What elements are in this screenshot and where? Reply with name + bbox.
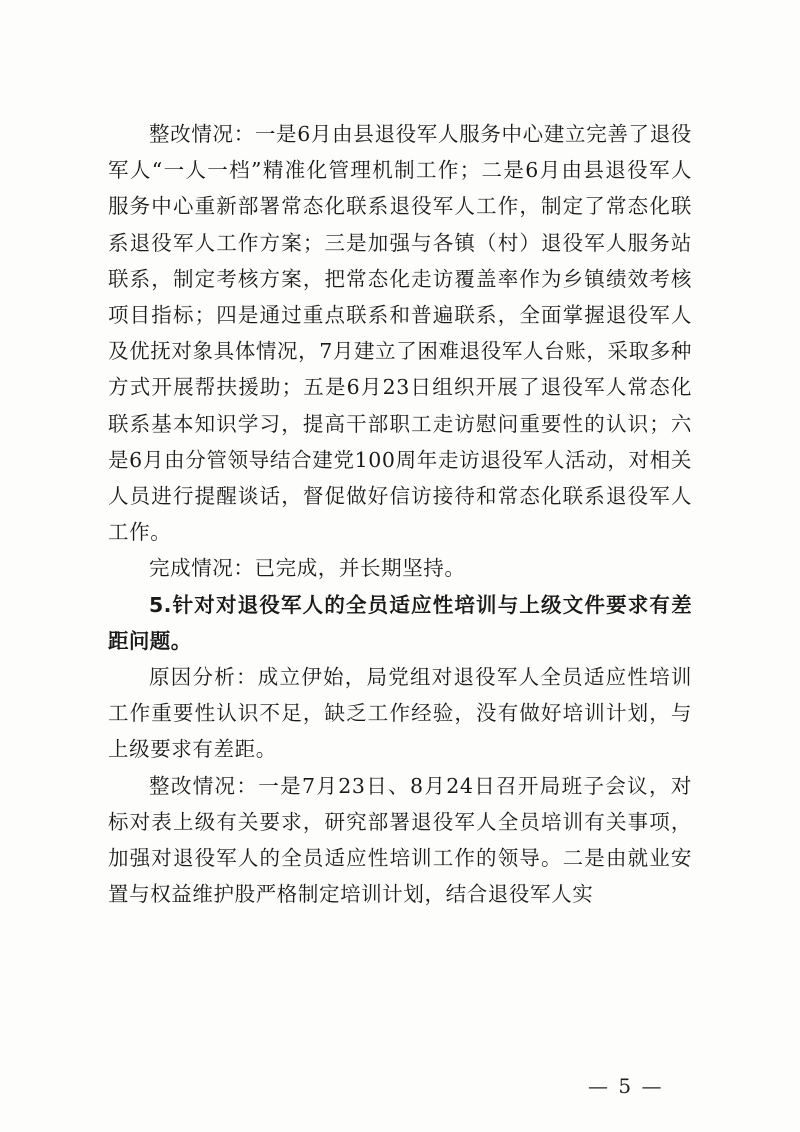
completion-status-paragraph: 完成情况：已完成，并长期坚持。 xyxy=(149,556,466,581)
page-number: — 5 — xyxy=(588,1074,664,1098)
cause-analysis-paragraph: 原因分析：成立伊始，局党组对退役军人全员适应性培训工作重要性认识不足，缺乏工作经验，没有做好培训计划，与上级要求有差距。 xyxy=(108,665,692,762)
document-body xyxy=(108,116,692,912)
rectification-status-paragraph: 整改情况：一是6月由县退役军人服务中心建立完善了退役军人“一人一档”精准化管理机制工作；二是6月由县退役军人服务中心重新部署常态化联系退役军人工作，制定了常态化联系退役军人工作方案；三是加强与各镇（村）退役军人服务站联系，制定考核方案，把常态化走访覆盖率作为乡镇绩效考核项目指标；四是通过重点联系和普遍联系，全面掌握退役军人及优抚对象具体情况，7月建立了困难退役军人台账，采取多种方式开展帮扶援助；五是6月23日组织开展了退役军人常态化联系基本知识学习，提高干部职工走访慰问重要性的认识；六是6月由分管领导结合建党100周年走访退役军人活动，对相关人员进行提醒谈话，督促做好信访接待和常态化联系退役军人工作。 xyxy=(108,122,692,545)
issue-heading-5: 5.针对对退役军人的全员适应性培训与上级文件要求有差距问题。 xyxy=(108,592,692,653)
rectification-status-paragraph-2: 整改情况：一是7月23日、8月24日召开局班子会议，对标对表上级有关要求，研究部署退役军人全员培训有关事项，加强对退役军人的全员适应性培训工作的领导。二是由就业安置与权益维护股严格制定培训计划，结合退役军人实 xyxy=(108,773,692,907)
